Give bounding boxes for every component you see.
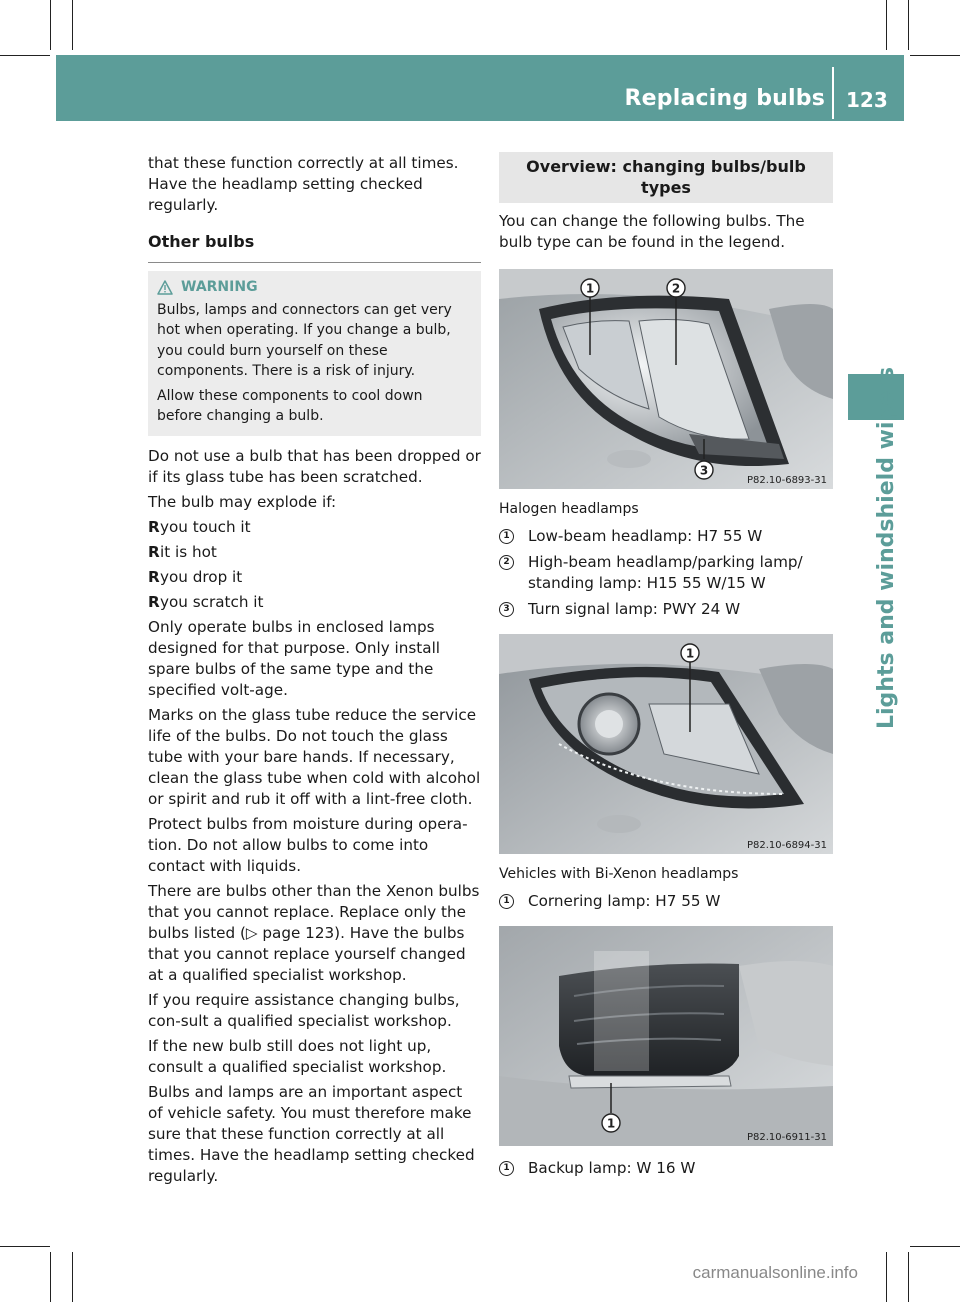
legend-text: Low-beam headlamp: H7 55 W: [528, 527, 763, 545]
intro-line: Have the headlamp setting checked regularly.: [148, 175, 423, 214]
legend-number: 1: [499, 1161, 514, 1176]
intro-line: that these function correctly at all times.: [148, 154, 459, 172]
chapter-label-text: Lights and windshield wipers: [874, 366, 899, 729]
legend-text: Cornering lamp: H7 55 W: [528, 892, 721, 910]
bullet-marker: R: [148, 567, 160, 586]
watermark: carmanualsonline.info: [692, 1263, 858, 1282]
header-divider: [832, 67, 834, 119]
bullet-marker: R: [148, 517, 160, 536]
figure-code: P82.10-6894-31: [746, 840, 827, 851]
warning-title: WARNING: [181, 279, 258, 295]
right-column: [499, 152, 833, 1184]
legend-number: 1: [499, 529, 514, 544]
legend-number: 1: [499, 894, 514, 909]
chapter-label: [874, 366, 902, 729]
crop-mark: [886, 1252, 887, 1302]
legend-text: High-beam headlamp/parking lamp/ standing lamp: H15 55 W/15 W: [528, 553, 803, 592]
list-item-text: you touch it: [160, 517, 251, 536]
figure-caption: Vehicles with Bi-Xenon headlamps: [499, 866, 739, 882]
legend-item: [499, 526, 833, 547]
paragraph: The bulb may explode if:: [148, 492, 337, 511]
crop-mark: [0, 1246, 50, 1247]
callout-number: 1: [685, 646, 695, 661]
list-item: [148, 517, 481, 538]
bullet-marker: R: [148, 542, 160, 561]
paragraph: Protect bulbs from moisture during opera-tion. Do not allow bulbs to come into contact with liquids.: [148, 814, 468, 875]
crop-mark: [50, 0, 51, 50]
legend-number: 2: [499, 555, 514, 570]
warning-header: [157, 277, 472, 298]
list-item-text: you drop it: [160, 567, 243, 586]
callout-number: 1: [606, 1116, 616, 1131]
legend-number: 3: [499, 602, 514, 617]
paragraph: You can change the following bulbs. The bulb type can be found in the legend.: [499, 212, 805, 251]
crop-mark: [72, 1252, 73, 1302]
list-item: [148, 542, 481, 563]
warning-box: [148, 271, 481, 436]
crop-mark: [910, 1246, 960, 1247]
paragraph: If you require assistance changing bulbs, con-sult a qualified specialist workshop.: [148, 990, 460, 1030]
figure-halogen-headlamp: [499, 269, 833, 489]
legend-text: Backup lamp: W 16 W: [528, 1159, 696, 1177]
callout-number: 1: [585, 281, 595, 296]
left-column: [148, 153, 481, 1191]
page-title: Replacing bulbs: [624, 86, 825, 111]
paragraph: Marks on the glass tube reduce the service life of the bulbs. Do not touch the glass tube with your bare hands. If necessary, clean the glass tube when cold with alcohol or spirit and rub it off with a lint-free cloth.: [148, 705, 481, 808]
list-item: [148, 592, 481, 613]
taillamp-illustration: [499, 926, 833, 1146]
legend-text: Turn signal lamp: PWY 24 W: [528, 600, 741, 618]
figure-code: P82.10-6893-31: [746, 475, 827, 486]
paragraph: There are bulbs other than the Xenon bulbs that you cannot replace. Replace only the bulbs listed (▷ page 123). Have the bulbs that you cannot replace yourself changed at a qualified specialist workshop.: [148, 881, 480, 984]
page-number: 123: [846, 88, 888, 112]
subheading-other-bulbs: Other bulbs: [148, 232, 255, 251]
legend-item: [499, 891, 833, 912]
headlamp-illustration: [499, 634, 833, 854]
list-item-text: you scratch it: [160, 592, 264, 611]
paragraph: Do not use a bulb that has been dropped or if its glass tube has been scratched.: [148, 446, 481, 486]
legend-item: [499, 552, 833, 594]
legend-item: [499, 1158, 833, 1179]
crop-mark: [908, 0, 909, 50]
section-title: Overview: changing bulbs/bulb types: [499, 152, 833, 203]
headlamp-illustration: [499, 269, 833, 489]
list-item: [148, 567, 481, 588]
list-item-text: it is hot: [160, 542, 217, 561]
legend-item: [499, 599, 833, 620]
callout-number: 2: [671, 281, 681, 296]
paragraph: Bulbs and lamps are an important aspect of vehicle safety. You must therefore make sure that these function correctly at all times. Have the headlamp setting checked regularly.: [148, 1082, 475, 1185]
figure-bixenon-headlamp: [499, 634, 833, 854]
crop-mark: [908, 1252, 909, 1302]
divider: [148, 262, 481, 263]
bullet-list: [148, 517, 481, 613]
crop-mark: [72, 0, 73, 50]
paragraph: If the new bulb still does not light up, consult a qualified specialist workshop.: [148, 1036, 447, 1076]
crop-mark: [50, 1252, 51, 1302]
figure-tail-lamp: [499, 926, 833, 1146]
bullet-marker: R: [148, 592, 160, 611]
crop-mark: [886, 0, 887, 50]
figure-caption: Halogen headlamps: [499, 501, 639, 517]
warning-text: Allow these components to cool down before changing a bulb.: [157, 387, 423, 424]
figure-code: P82.10-6911-31: [746, 1132, 827, 1143]
callout-number: 3: [699, 463, 709, 478]
paragraph: Only operate bulbs in enclosed lamps designed for that purpose. Only install spare bulbs of the same type and the specified volt-age.: [148, 617, 441, 699]
warning-text: Bulbs, lamps and connectors can get very hot when operating. If you change a bulb, you could burn yourself on these components. There is a risk of injury.: [157, 301, 452, 379]
warning-triangle-icon: [157, 280, 173, 295]
crop-mark: [0, 55, 50, 56]
crop-mark: [910, 55, 960, 56]
